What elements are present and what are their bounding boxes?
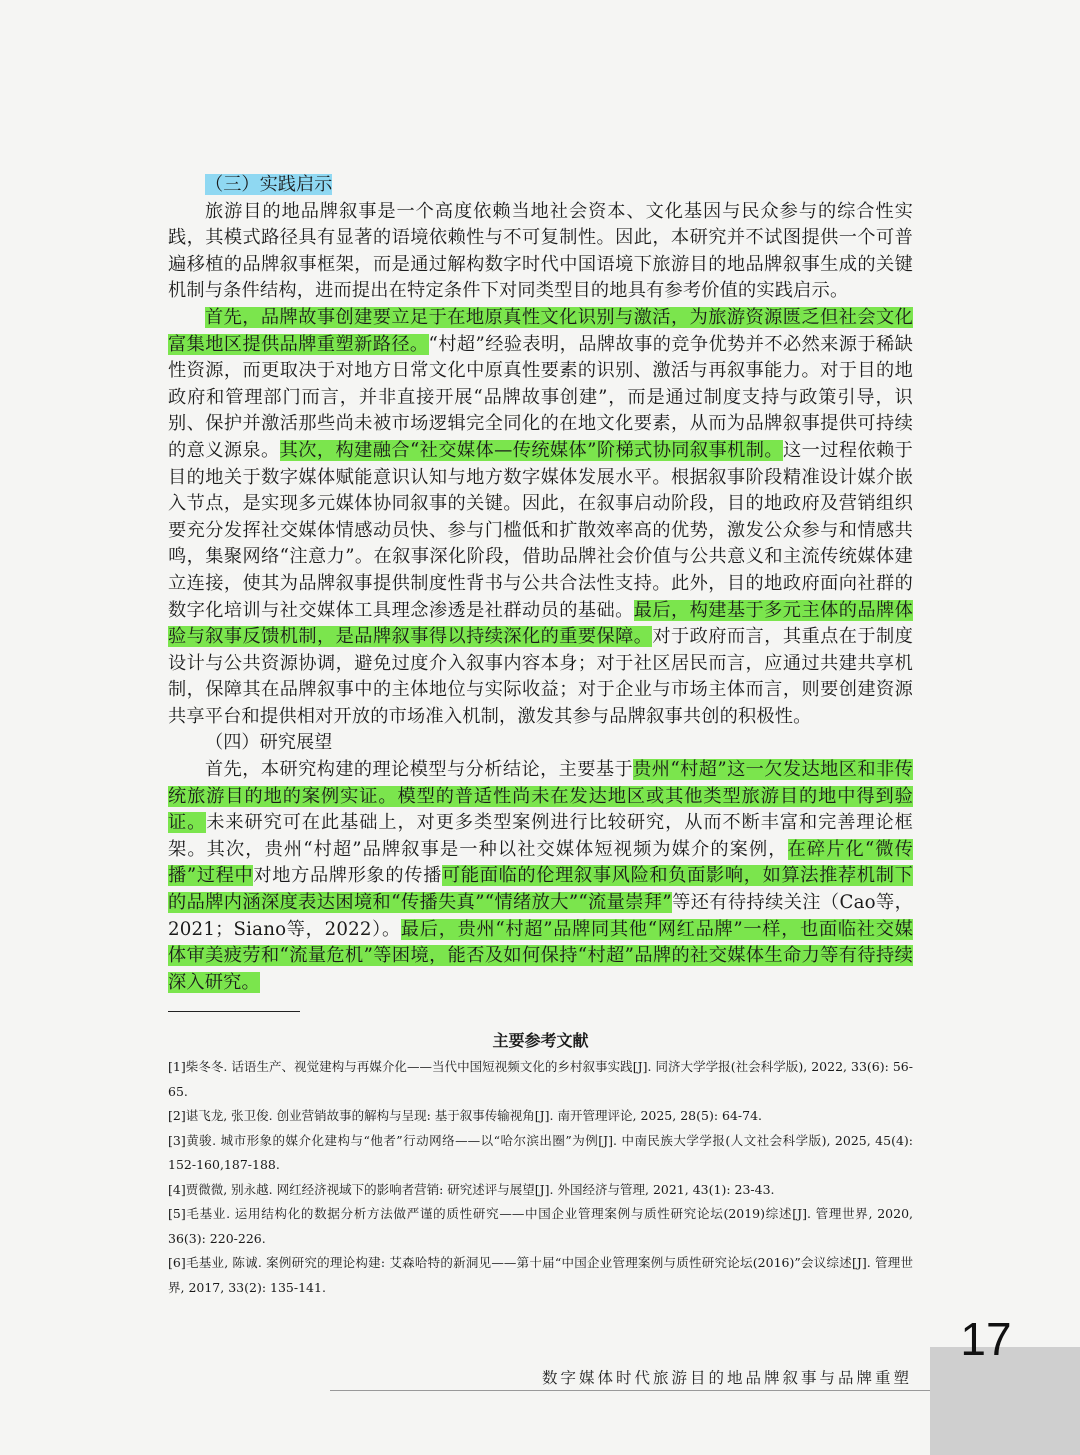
reference-item: [4]贾微微, 别永越. 网红经济视域下的影响者营销: 研究述评与展望[J]. 外国经济与管理, 2021, 43(1): 23-43.	[168, 1181, 775, 1197]
highlight-blue: （三）实践启示	[205, 174, 333, 195]
references-title: 主要参考文献	[492, 1031, 589, 1050]
highlight-limitation: 贵州“村超”这一欠发达地区和非传统旅游目的地的案例实证。模型的普适性尚未在发达地区或其他类型旅游目的地中得到验证。	[168, 759, 913, 834]
reference-item: [3]黄骏. 城市形象的媒介化建构与“他者”行动网络——以“哈尔滨出圈”为例[J]. 中南民族大学学报(人文社会科学版), 2025, 45(4): 152-160,187-188.	[168, 1132, 913, 1172]
paragraph-outlook	[168, 757, 913, 996]
text-segment: 对地方品牌形象的传播	[253, 865, 442, 887]
section-heading-outlook: （四）研究展望	[205, 732, 333, 754]
body-text	[168, 172, 913, 996]
text-segment: 首先，本研究构建的理论模型与分析结论，主要基于	[205, 759, 634, 781]
reference-item: [1]柴冬冬. 话语生产、视觉建构与再媒介化——当代中国短视频文化的乡村叙事实践[J]. 同济大学学报(社会科学版), 2022, 33(6): 56-65.	[168, 1059, 913, 1099]
reference-item: [5]毛基业. 运用结构化的数据分析方法做严谨的质性研究——中国企业管理案例与质性研究论坛(2019)综述[J]. 管理世界, 2020, 36(3): 220-226.	[168, 1206, 913, 1246]
highlight-third: 最后，构建基于多元主体的品牌体验与叙事反馈机制，是品牌叙事得以持续深化的重要保障。	[168, 599, 913, 648]
highlight-second: 其次，构建融合“社交媒体—传统媒体”阶梯式协同叙事机制。	[279, 439, 783, 461]
text-segment: 等还有待持续关注（Cao等，2021；Siano等，2022）。	[168, 892, 913, 940]
paragraph-intro: 旅游目的地品牌叙事是一个高度依赖当地社会资本、文化基因与民众参与的综合性实践，其模式路径具有显著的语境依赖性与不可复制性。因此，本研究并不试图提供一个可普遍移植的品牌叙事框架，而是通过解构数字时代中国语境下旅游目的地品牌叙事生成的关键机制与条件结构，进而提出在特定条件下对同类型目的地具有参考价值的实践启示。	[168, 200, 913, 302]
section-heading-practice	[168, 172, 913, 199]
text-segment: “村超”经验表明，品牌故事的竞争优势并不必然来源于稀缺性资源，而更取决于对地方日常文化中原真性要素的识别、激活与再叙事能力。对于目的地政府和管理部门而言，并非直接开展“品牌故事创建”，而是通过制度支持与政策引导，识别、保护并激活那些尚未被市场逻辑完全同化的在地文化要素，从而为品牌叙事提供可持续的意义源泉。	[168, 333, 913, 461]
highlight-first: 首先，品牌故事创建要立足于在地原真性文化识别与激活，为旅游资源匮乏但社会文化富集地区提供品牌重塑新路径。	[168, 306, 913, 355]
paragraph-implications	[168, 305, 913, 731]
running-title: 数字媒体时代旅游目的地品牌叙事与品牌重塑	[541, 1369, 912, 1387]
text-segment: 未来研究可在此基础上，对更多类型案例进行比较研究，从而不断丰富和完善理论框架。其次，贵州“村超”品牌叙事是一种以社交媒体短视频为媒介的案例，	[168, 812, 913, 860]
footnote-rule	[168, 1011, 300, 1012]
text-segment: 这一过程依赖于目的地关于数字媒体赋能意识认知与地方数字媒体发展水平。根据叙事阶段精准设计媒介嵌入节点，是实现多元媒体协同叙事的关键。因此，在叙事启动阶段，目的地政府及营销组织要充分发挥社交媒体情感动员快、参与门槛低和扩散效率高的优势，激发公众参与和情感共鸣，集聚网络“注意力”。在叙事深化阶段，借助品牌社会价值与公共意义和主流传统媒体建立连接，使其为品牌叙事提供制度性背书与公共合法性支持。此外，目的地政府面向社群的数字化培训与社交媒体工具理念渗透是社群动员的基础。	[168, 439, 914, 621]
page-number: 17	[960, 1313, 1012, 1365]
reference-item: [2]谌飞龙, 张卫俊. 创业营销故事的解构与呈现: 基于叙事传输视角[J]. 南开管理评论, 2025, 28(5): 64-74.	[168, 1108, 763, 1123]
reference-item: [6]毛基业, 陈诚. 案例研究的理论构建: 艾森哈特的新洞见——第十届“中国企业管理案例与质性研究论坛(2016)”会议综述[J]. 管理世界, 2017, 33(2): 135-141.	[168, 1255, 913, 1295]
highlight-micro-spread: 在碎片化“微传播”过程中	[168, 838, 913, 887]
footer-divider	[330, 1390, 930, 1391]
text-segment: 对于政府而言，其重点在于制度设计与公共资源协调，避免过度介入叙事内容本身；对于社区居民而言，应通过共建共享机制，保障其在品牌叙事中的主体地位与实际收益；对于企业与市场主体而言，则要创建资源共享平台和提供相对开放的市场准入机制，激发其参与品牌叙事共创的积极性。	[168, 626, 913, 727]
highlight-risk: 可能面临的伦理叙事风险和负面影响，如算法推荐机制下的品牌内涵深度表达困境和“传播失真”“情绪放大”“流量崇拜”	[168, 865, 913, 914]
references-list	[168, 1055, 913, 1300]
highlight-finally: 最后，贵州“村超”品牌同其他“网红品牌”一样，也面临社交媒体审美疲劳和“流量危机”等困境，能否及如何保持“村超”品牌的社交媒体生命力等有待持续深入研究。	[168, 918, 913, 993]
